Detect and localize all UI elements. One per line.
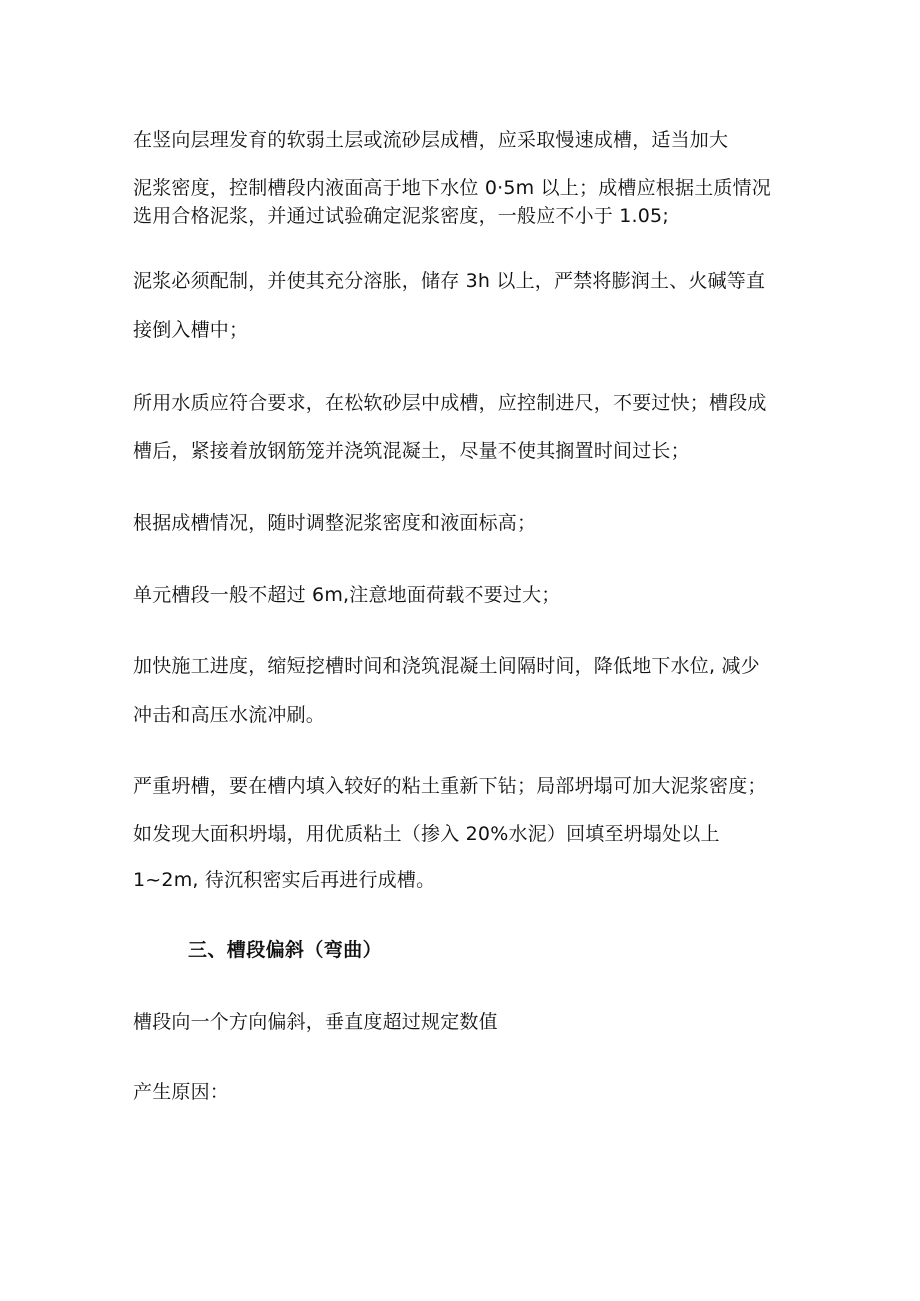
paragraph-line: 泥浆必须配制，并使其充分溶胀，储存 3h 以上，严禁将膨润土、火碱等直 [133, 270, 766, 292]
paragraph-line: 如发现大面积坍塌，用优质粘土（掺入 20%水泥）回填至坍塌处以上 [133, 823, 720, 845]
paragraph-line: 根据成槽情况，随时调整泥浆密度和液面标高； [133, 512, 537, 534]
paragraph-line: 槽段向一个方向偏斜，垂直度超过规定数值 [133, 1011, 498, 1033]
paragraph-line: 选用合格泥浆，并通过试验确定泥浆密度，一般应不小于 1.05; [133, 205, 669, 227]
paragraph-line: 在竖向层理发育的软弱土层或流砂层成槽，应采取慢速成槽，适当加大 [133, 129, 729, 151]
paragraph-line: 泥浆密度，控制槽段内液面高于地下水位 0·5m 以上；成槽应根据土质情况 [133, 177, 772, 199]
paragraph-line: 产生原因： [133, 1081, 230, 1103]
paragraph-line: 槽后，紧接着放钢筋笼并浇筑混凝土，尽量不使其搁置时间过长； [133, 440, 690, 462]
paragraph-line: 接倒入槽中； [133, 319, 249, 341]
section-heading: 三、槽段偏斜（弯曲） [188, 939, 383, 961]
paragraph-line: 严重坍槽，要在槽内填入较好的粘土重新下钻；局部坍塌可加大泥浆密度； [133, 775, 767, 797]
paragraph-line: 加快施工进度，缩短挖槽时间和浇筑混凝土间隔时间，降低地下水位, 减少 [133, 655, 760, 677]
paragraph-line: 单元槽段一般不超过 6m,注意地面荷载不要过大； [133, 584, 561, 606]
paragraph-line: 1~2m, 待沉积密实后再进行成槽。 [133, 869, 436, 891]
paragraph-line: 所用水质应符合要求，在松软砂层中成槽，应控制进尺，不要过快；槽段成 [133, 392, 767, 414]
paragraph-line: 冲击和高压水流冲刷。 [133, 704, 326, 726]
